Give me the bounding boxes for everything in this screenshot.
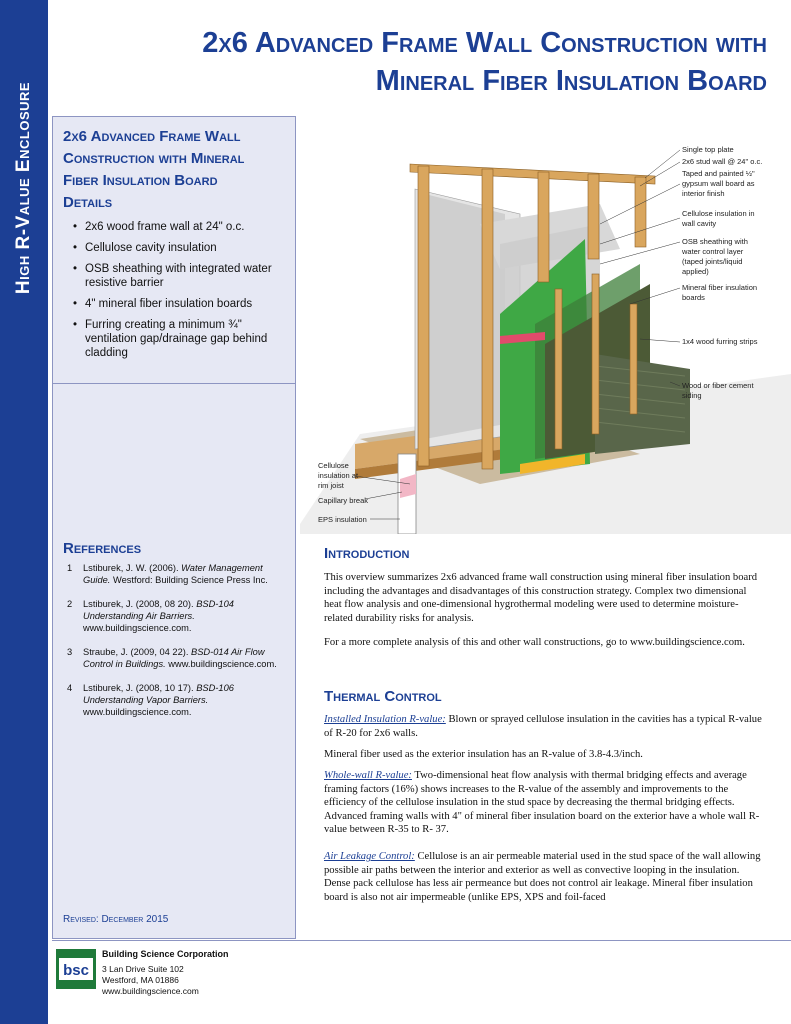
- thermal-paragraph-2: Mineral fiber used as the exterior insulation has an R-value of 3.8-4.3/inch.: [324, 749, 643, 760]
- label-osb-1: OSB sheathing with: [682, 237, 748, 246]
- label-furring: 1x4 wood furring strips: [682, 337, 758, 346]
- label-osb-4: applied): [682, 267, 709, 276]
- reference-title: BSD-104 Understanding Air Barriers.: [83, 599, 234, 621]
- bsc-logo-text: bsc: [63, 962, 89, 979]
- label-eps: EPS insulation: [318, 515, 367, 524]
- reference-item: [67, 646, 277, 670]
- reference-item: [67, 598, 277, 634]
- sidebar-band: [0, 0, 48, 1024]
- details-title-line2: Construction with Mineral: [63, 150, 245, 167]
- reference-source: www.buildingscience.com.: [165, 659, 277, 669]
- revised-date: Revised: December 2015: [63, 914, 169, 925]
- introduction-paragraph-1: This overview summarizes 2x6 advanced frame wall construction using mineral fiber insulation board including the advantages and disadvantages of this construction strategy. Complex two dimensional heat flow analysis and one-dimensional hygrothermal modeling were used to determine moisture-related durability risks for analysis.: [324, 572, 758, 624]
- page-title-line2: Mineral Fiber Insulation Board: [375, 65, 767, 97]
- organization-website: www.buildingscience.com: [102, 986, 199, 996]
- references-list: [67, 562, 277, 730]
- label-rim-2: insulation at: [318, 471, 359, 480]
- reference-authors: Straube, J. (2009, 04 22).: [83, 647, 192, 657]
- label-cellulose-1: Cellulose insulation in: [682, 209, 755, 218]
- references-title: References: [63, 540, 142, 557]
- details-item: • OSB sheathing with integrated water resistive barrier: [73, 262, 285, 290]
- label-rim-3: rim joist: [318, 481, 344, 490]
- introduction-paragraph-2: For a more complete analysis of this and other wall constructions, go to www.buildingscience.com.: [324, 637, 745, 648]
- installed-r-value-text: Blown or sprayed cellulose insulation in the cavities has a typical R-value of R-20 for 2x6 walls.: [324, 714, 762, 739]
- reference-title: BSD-014 Air Flow Control in Buildings.: [83, 647, 265, 669]
- label-siding-2: siding: [682, 391, 702, 400]
- label-gypsum-2: gypsum wall board as: [682, 179, 755, 188]
- bsc-logo: [56, 949, 96, 989]
- thermal-paragraph-1: [324, 713, 766, 740]
- reference-number: 4: [67, 683, 73, 693]
- label-gypsum-1: Taped and painted ½": [682, 169, 755, 178]
- organization-address2: Westford, MA 01886: [102, 975, 179, 985]
- reference-authors: Lstiburek, J. (2008, 10 17).: [83, 683, 197, 693]
- page-title-line1: 2x6 Advanced Frame Wall Construction with: [202, 27, 767, 59]
- details-item: • 4" mineral fiber insulation boards: [73, 297, 285, 311]
- details-panel: [52, 116, 296, 384]
- sidebar-title: High R-Value Enclosure: [13, 81, 34, 295]
- details-title-line1: 2x6 Advanced Frame Wall: [63, 128, 241, 145]
- footer-divider: [52, 940, 791, 941]
- page-title: [117, 24, 767, 100]
- reference-source: www.buildingscience.com.: [83, 623, 192, 633]
- reference-source: Westford: Building Science Press Inc.: [110, 575, 268, 585]
- whole-wall-r-value-text: Two-dimensional heat flow analysis with thermal bridging effects and average framing factors (16%) shows increases to the R-value of the assembly and improvements to the efficiency of the cellulose insulation in the stud space by decreasing the thermal bridging effects. Advanced framing walls with 4" of mineral fiber insulation board on the exterior have a whole wall R-value between R-35 to R- 37.: [324, 770, 760, 836]
- label-osb-3: (taped joints/liquid: [682, 257, 743, 266]
- label-siding-1: Wood or fiber cement: [682, 381, 754, 390]
- organization-address1: 3 Lan Drive Suite 102: [102, 964, 184, 974]
- thermal-title: Thermal Control: [324, 688, 442, 705]
- installed-r-value-label: Installed Insulation R-value:: [324, 714, 446, 725]
- details-item: • 2x6 wood frame wall at 24" o.c.: [73, 220, 285, 234]
- reference-item: [67, 562, 277, 586]
- label-osb-2: water control layer: [682, 247, 744, 256]
- references-panel: [52, 384, 296, 939]
- label-gypsum-3: interior finish: [682, 189, 725, 198]
- details-item: • Furring creating a minimum ¾" ventilation gap/drainage gap behind cladding: [73, 318, 285, 360]
- label-cellulose-2: wall cavity: [682, 219, 717, 228]
- label-stud-wall: 2x6 stud wall @ 24" o.c.: [682, 157, 763, 166]
- thermal-paragraph-4: [324, 850, 766, 904]
- label-capillary-break: Capillary break: [318, 496, 369, 505]
- details-title-line3: Fiber Insulation Board: [63, 172, 218, 189]
- reference-number: 3: [67, 647, 73, 657]
- air-leakage-label: Air Leakage Control:: [324, 851, 415, 862]
- organization-block: [102, 949, 229, 997]
- reference-authors: Lstiburek, J. W. (2006).: [83, 563, 182, 573]
- air-leakage-text: Cellulose is an air permeable material used in the stud space of the wall allowing possible air paths between the interior and exterior as well as convective looping in the insulation. Dense pack cellulose has less air permeance but does not control air leakage. Mineral fiber insulation board is also not air impermeable (unlike EPS, XPS and foil-faced: [324, 851, 761, 903]
- reference-number: 2: [67, 599, 73, 609]
- reference-source: www.buildingscience.com.: [83, 707, 192, 717]
- reference-number: 1: [67, 563, 73, 573]
- details-title-line4: Details: [63, 194, 113, 211]
- label-top-plate: Single top plate: [682, 145, 734, 154]
- label-rim-1: Cellulose: [318, 461, 349, 470]
- reference-title: BSD-106 Understanding Vapor Barriers.: [83, 683, 234, 705]
- label-mineral-1: Mineral fiber insulation: [682, 283, 758, 292]
- reference-title: Water Management Guide.: [83, 563, 263, 585]
- thermal-paragraph-3: [324, 769, 766, 837]
- wall-assembly-diagram: [300, 114, 791, 534]
- reference-item: [67, 682, 277, 718]
- details-item: • Cellulose cavity insulation: [73, 241, 285, 255]
- whole-wall-r-value-label: Whole-wall R-value:: [324, 770, 412, 781]
- details-list: [63, 220, 285, 360]
- introduction-title: Introduction: [324, 545, 410, 562]
- details-title: [63, 126, 285, 214]
- reference-authors: Lstiburek, J. (2008, 08 20).: [83, 599, 197, 609]
- label-mineral-2: boards: [682, 293, 705, 302]
- organization-name: Building Science Corporation: [102, 949, 229, 959]
